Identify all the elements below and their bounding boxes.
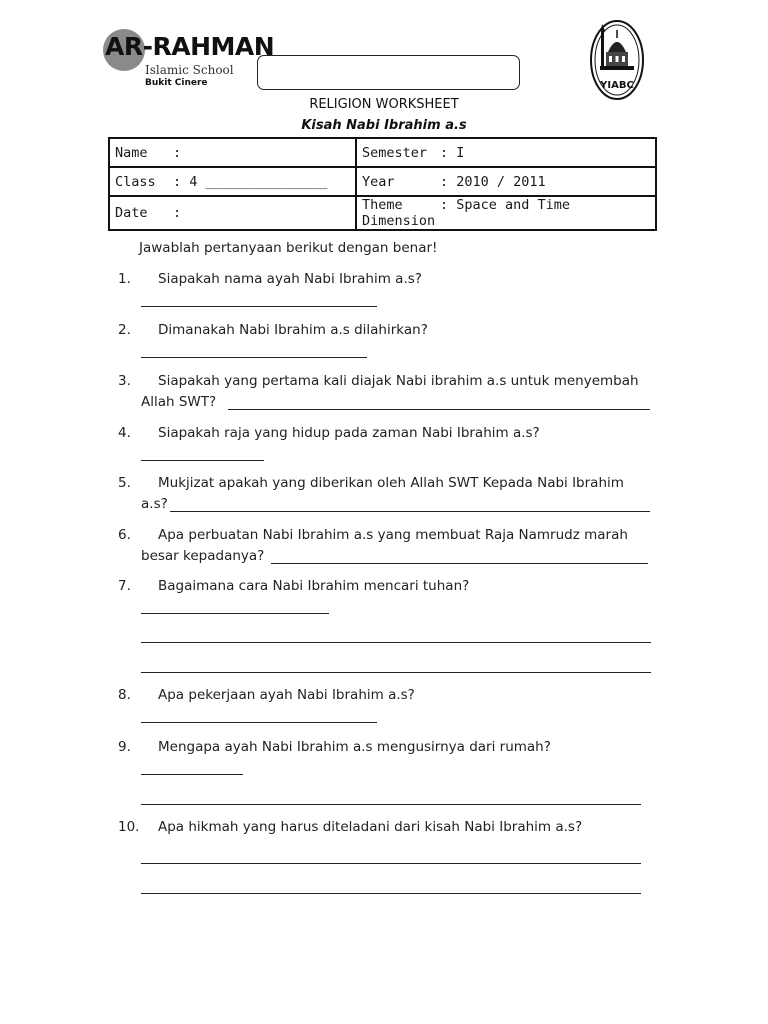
answer-line[interactable] — [141, 863, 641, 864]
answer-line[interactable] — [141, 804, 641, 805]
year-cell — [356, 167, 656, 196]
school-subtitle: Islamic School — [145, 63, 234, 77]
question-continuation: a.s? — [141, 496, 168, 512]
answer-line[interactable] — [141, 357, 367, 358]
school-name: AR-RAHMAN — [105, 32, 275, 61]
theme-label: Theme — [362, 197, 403, 213]
student-info-table — [108, 137, 657, 231]
semester-cell — [356, 138, 656, 167]
instruction-text: Jawablah pertanyaan berikut dengan benar! — [139, 240, 438, 256]
theme-cell — [356, 196, 656, 230]
answer-line[interactable] — [141, 722, 377, 723]
answer-line[interactable] — [170, 511, 650, 512]
question-number: 9. — [118, 739, 131, 755]
year-label: Year — [362, 173, 395, 190]
class-label: Class — [115, 173, 156, 190]
yiabc-emblem — [588, 18, 646, 102]
question-text: Mengapa ayah Nabi Ibrahim a.s mengusirnya dari rumah? — [158, 739, 551, 755]
question-number: 3. — [118, 373, 131, 389]
answer-line[interactable] — [141, 642, 651, 643]
school-location: Bukit Cinere — [145, 78, 208, 88]
question-text: Siapakah yang pertama kali diajak Nabi ibrahim a.s untuk menyembah — [158, 373, 639, 389]
question-text: Mukjizat apakah yang diberikan oleh Allah SWT Kepada Nabi Ibrahim — [158, 475, 624, 491]
question-number: 5. — [118, 475, 131, 491]
answer-line[interactable] — [141, 774, 243, 775]
name-cell[interactable] — [109, 138, 356, 167]
question-number: 7. — [118, 578, 131, 594]
question-number: 8. — [118, 687, 131, 703]
class-cell[interactable] — [109, 167, 356, 196]
question-text: Siapakah nama ayah Nabi Ibrahim a.s? — [158, 271, 422, 287]
question-continuation: Allah SWT? — [141, 394, 217, 410]
name-value: : — [173, 144, 182, 161]
answer-line[interactable] — [141, 613, 329, 614]
semester-value: : I — [440, 144, 465, 161]
question-text: Bagaimana cara Nabi Ibrahim mencari tuhan? — [158, 578, 470, 594]
question-number: 2. — [118, 322, 131, 338]
worksheet-title: RELIGION WORKSHEET — [309, 97, 459, 112]
worksheet-subtitle: Kisah Nabi Ibrahim a.s — [301, 118, 467, 133]
question-number: 6. — [118, 527, 131, 543]
school-logo — [103, 26, 275, 92]
date-label: Date — [115, 205, 148, 221]
question-text: Apa pekerjaan ayah Nabi Ibrahim a.s? — [158, 687, 415, 703]
answer-line[interactable] — [271, 563, 648, 564]
year-value: : 2010 / 2011 — [440, 173, 546, 190]
class-value: : 4 _______________ — [173, 173, 328, 190]
question-number: 1. — [118, 271, 131, 287]
answer-line[interactable] — [228, 409, 650, 410]
question-text: Dimanakah Nabi Ibrahim a.s dilahirkan? — [158, 322, 428, 338]
question-number: 10. — [118, 819, 140, 835]
question-number: 4. — [118, 425, 131, 441]
answer-line[interactable] — [141, 306, 377, 307]
semester-label: Semester — [362, 144, 428, 161]
date-cell[interactable] — [109, 196, 356, 230]
answer-line[interactable] — [141, 460, 264, 461]
emblem-label: YIABC — [600, 80, 634, 91]
question-text: Siapakah raja yang hidup pada zaman Nabi Ibrahim a.s? — [158, 425, 540, 441]
student-name-box[interactable] — [257, 55, 520, 90]
answer-line[interactable] — [141, 893, 641, 894]
question-text: Apa hikmah yang harus diteladani dari kisah Nabi Ibrahim a.s? — [158, 819, 583, 835]
question-continuation: besar kepadanya? — [141, 548, 265, 564]
date-value: : — [173, 205, 182, 221]
question-text: Apa perbuatan Nabi Ibrahim a.s yang membuat Raja Namrudz marah — [158, 527, 628, 543]
name-label: Name — [115, 144, 148, 161]
answer-line[interactable] — [141, 672, 651, 673]
theme-value: : Space and Time Dimension — [362, 197, 571, 229]
